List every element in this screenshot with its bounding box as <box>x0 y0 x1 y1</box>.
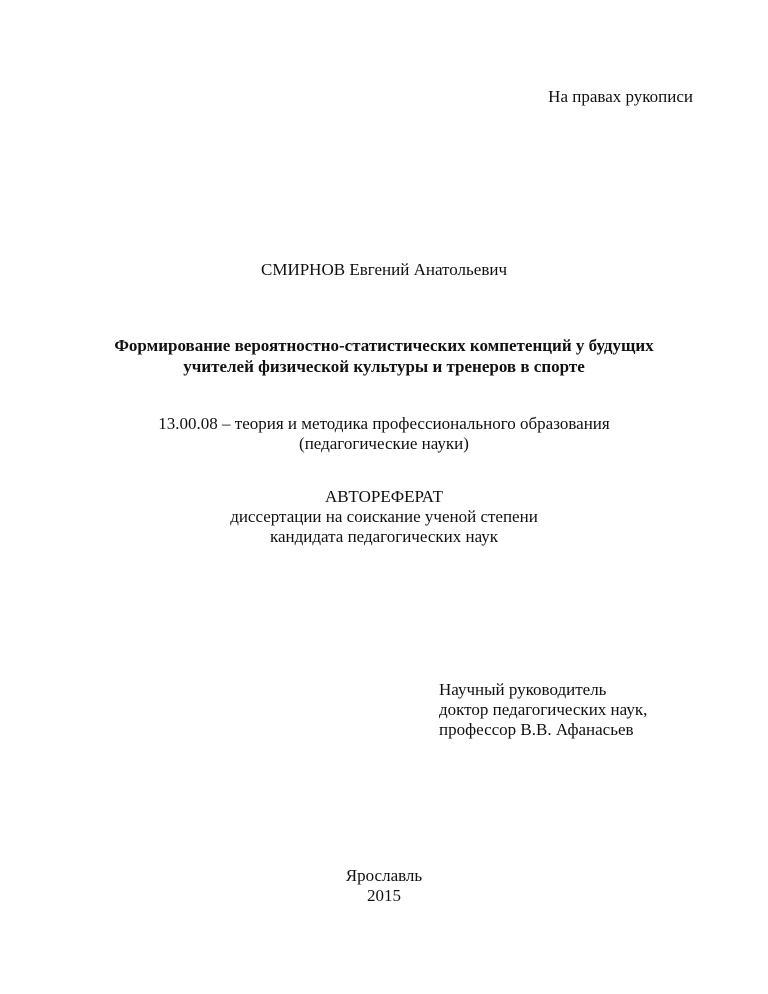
specialty-code-line: 13.00.08 – теория и методика профессионального образования <box>158 414 610 433</box>
manuscript-note: На правах рукописи <box>548 87 693 106</box>
specialty-field-line: (педагогические науки) <box>299 434 469 453</box>
author-name: СМИРНОВ Евгений Анатольевич <box>261 260 507 279</box>
supervisor-role: Научный руководитель <box>439 680 607 699</box>
dissertation-title-line-2: учителей физической культуры и тренеров в спорте <box>183 357 585 376</box>
publication-city: Ярославль <box>345 866 423 885</box>
supervisor-name: профессор В.В. Афанасьев <box>439 720 634 739</box>
dissertation-purpose-line-2: кандидата педагогических наук <box>269 527 499 546</box>
dissertation-purpose-line-1: диссертации на соискание ученой степени <box>230 507 538 526</box>
supervisor-degree: доктор педагогических наук, <box>439 700 648 719</box>
publication-year: 2015 <box>367 886 401 905</box>
abstract-heading: АВТОРЕФЕРАТ <box>325 487 443 506</box>
dissertation-title-line-1: Формирование вероятностно-статистических компетенций у будущих <box>114 336 654 355</box>
supervisor-block <box>439 680 647 740</box>
